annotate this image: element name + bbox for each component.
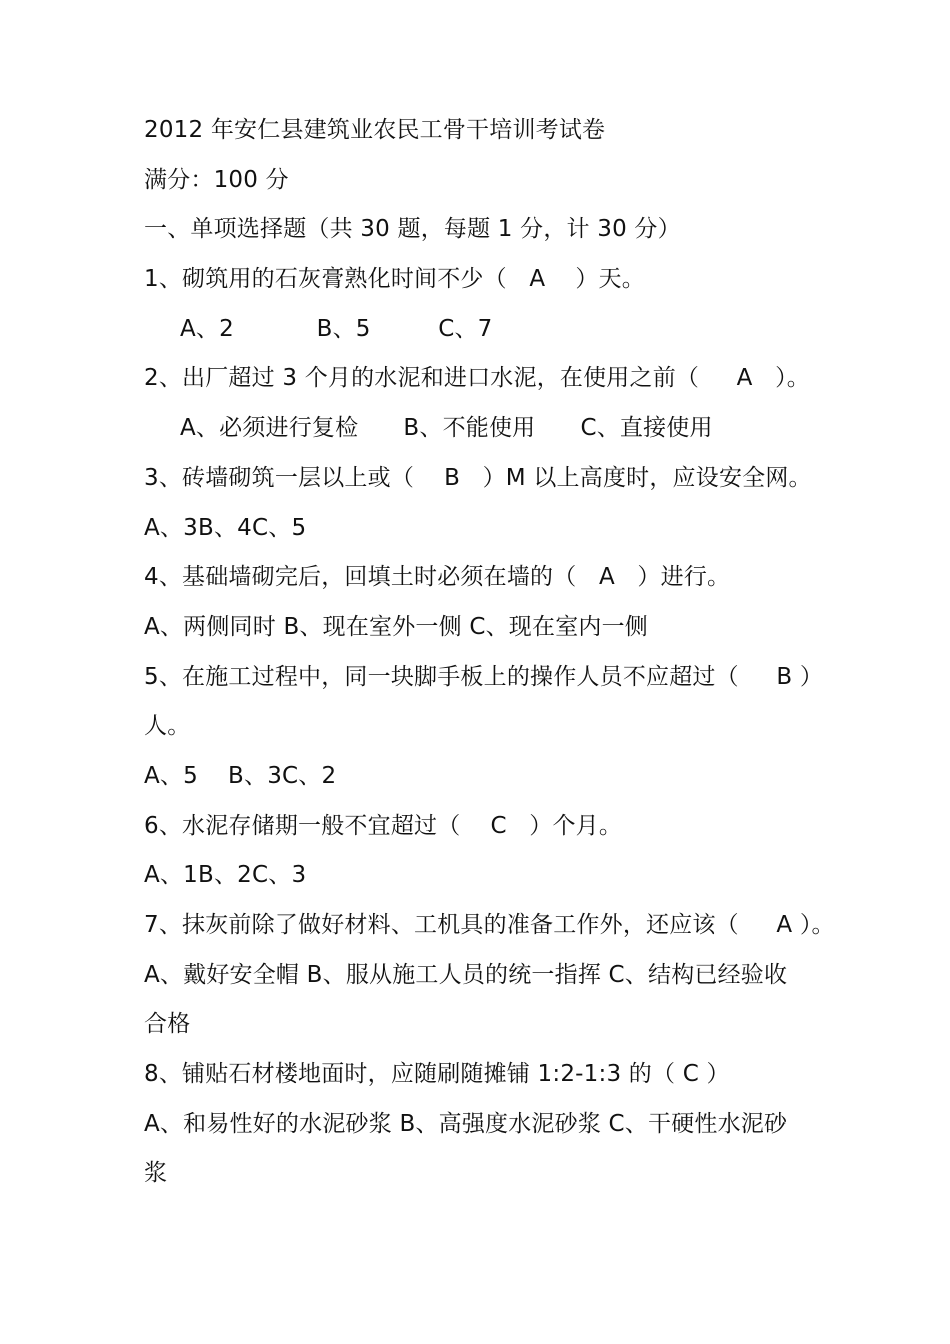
question-2-options: A、必须进行复检 B、不能使用 C、直接使用: [180, 415, 713, 442]
question-5-options: A、5 B、3C、2: [144, 762, 337, 789]
question-2: 2、出厂超过 3 个月的水泥和进口水泥，在使用之前（ A ）。: [144, 365, 811, 392]
question-6-options: A、1B、2C、3: [144, 862, 307, 889]
question-8: 8、铺贴石材楼地面时，应随刷随摊铺 1:2-1:3 的（ C ）: [144, 1061, 730, 1088]
question-5: 5、在施工过程中，同一块脚手板上的操作人员不应超过（ B ）: [144, 663, 824, 690]
question-1-options: A、2 B、5 C、7: [180, 315, 493, 342]
question-1: 1、砌筑用的石灰膏熟化时间不少（ A ）天。: [144, 266, 645, 293]
question-4-options: A、两侧同时 B、现在室外一侧 C、现在室内一侧: [144, 613, 648, 640]
question-3: 3、砖墙砌筑一层以上或（ B ）M 以上高度时，应设安全网。: [144, 464, 812, 491]
question-5-continuation: 人。: [144, 713, 191, 740]
question-4: 4、基础墙砌完后，回填土时必须在墙的（ A ）进行。: [144, 564, 731, 591]
full-score: 满分：100 分: [144, 166, 289, 193]
section-heading: 一、单项选择题（共 30 题，每题 1 分，计 30 分）: [144, 216, 681, 243]
question-8-options-continuation: 浆: [144, 1160, 168, 1187]
question-7: 7、抹灰前除了做好材料、工机具的准备工作外，还应该（ A ）。: [144, 912, 835, 938]
question-7-options-continuation: 合格: [144, 1011, 191, 1038]
question-7-options: A、戴好安全帽 B、服从施工人员的统一指挥 C、结构已经验收: [144, 961, 788, 988]
question-8-options: A、和易性好的水泥砂浆 B、高强度水泥砂浆 C、干硬性水泥砂: [144, 1110, 788, 1137]
question-3-options: A、3B、4C、5: [144, 514, 307, 541]
exam-title: 2012 年安仁县建筑业农民工骨干培训考试卷: [144, 117, 606, 143]
exam-content: [144, 106, 835, 1199]
question-6: 6、水泥存储期一般不宜超过（ C ）个月。: [144, 812, 623, 839]
